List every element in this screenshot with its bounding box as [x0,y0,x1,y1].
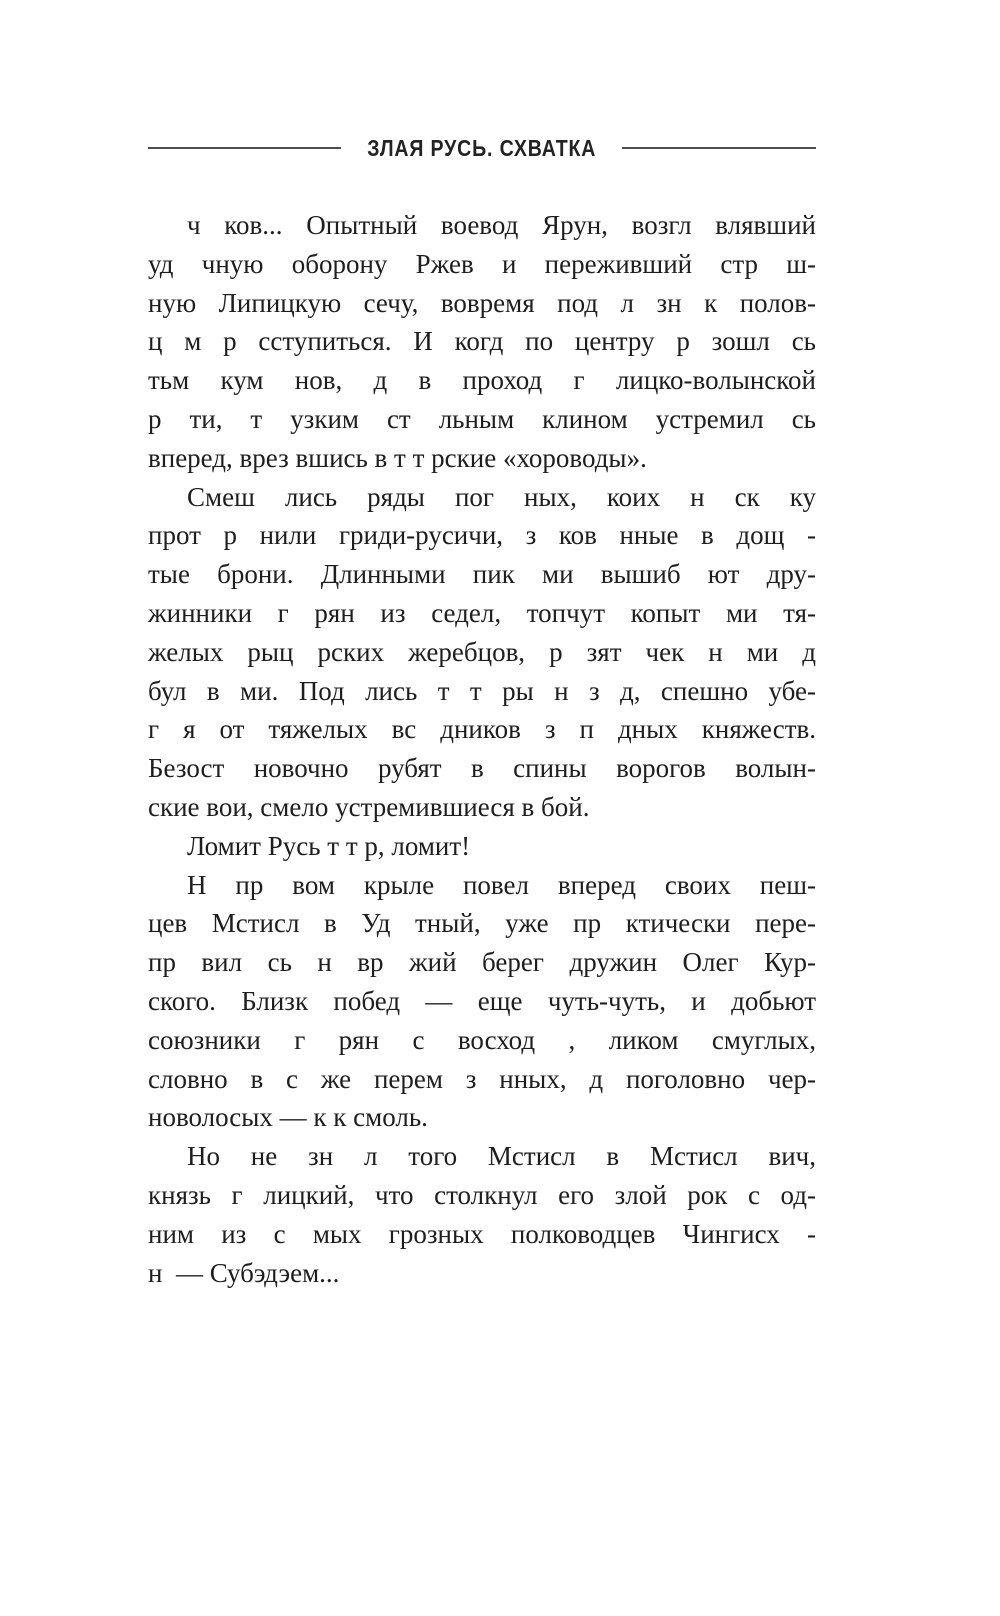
header-rule-left [148,147,341,149]
text-line: Смеш лись ряды пог ных, коих н ск ку [187,481,816,512]
text-line: новолосых — к к смоль. [148,1102,428,1133]
text-line: Безост новочно рубят в спины ворогов волын- [148,753,816,784]
text-line: ним из с мых грозных полководцев Чингисх - [148,1218,816,1249]
text-line: бул в ми. Под лись т т ры н з д, спешно убе- [148,675,816,706]
text-line: князь г лицкий, что столкнул его злой рок с од- [148,1179,816,1210]
text-line: н — Субэдэем... [148,1257,340,1288]
paragraph [148,866,816,1138]
text-line: тые брони. Длинными пик ми вышиб ют дру- [148,559,816,590]
paragraph [148,478,816,827]
text-line: ц м р сступиться. И когд по центру р зошл сь [148,326,816,357]
text-line: Ломит Русь т т р, ломит! [187,830,471,861]
text-line: ч ков... Опытный воевод Ярун, возгл влявший [187,210,816,240]
header-rule-right [622,147,816,149]
text-line: цев Мстисл в Уд тный, уже пр ктически пере- [148,908,816,939]
text-line: жинники г рян из седел, топчут копыт ми тя- [148,597,816,628]
text-line: словно в с же перем з нных, д поголовно чер- [148,1063,816,1094]
text-line: желых рыц рских жеребцов, р зят чек н ми д [148,636,816,667]
paragraph [148,206,816,478]
page-header [148,135,816,161]
paragraph [148,827,816,866]
text-line: ские вои, смело устремившиеся в бой. [148,791,590,822]
text-line: уд чную оборону Ржев и переживший стр ш- [148,248,816,279]
text-line: прот р нили гриди-русичи, з ков нные в дощ - [148,520,816,551]
text-line: ную Липицкую сечу, вовремя под л зн к полов- [148,287,816,318]
paragraph [148,1137,816,1292]
text-line: Но не зн л того Мстисл в Мстисл вич, [187,1141,816,1172]
text-line: пр вил сь н вр жий берег дружин Олег Кур- [148,947,816,978]
text-line: г я от тяжелых вс дников з п дных княжеств. [148,714,816,745]
text-line: ского. Близк побед — еще чуть-чуть, и добьют [148,985,816,1016]
text-line: вперед, врез вшись в т т рские «хороводы». [148,442,647,473]
text-line: р ти, т узким ст льным клином устремил сь [148,403,816,434]
text-line: тьм кум нов, д в проход г лицко-волынской [148,365,816,396]
text-line: Н пр вом крыле повел вперед своих пеш- [187,869,816,900]
text-line: союзники г рян с восход , ликом смуглых, [148,1024,816,1055]
page-header-title: ЗЛАЯ РУСЬ. СХВАТКА [366,134,597,161]
page-body [148,206,816,1292]
